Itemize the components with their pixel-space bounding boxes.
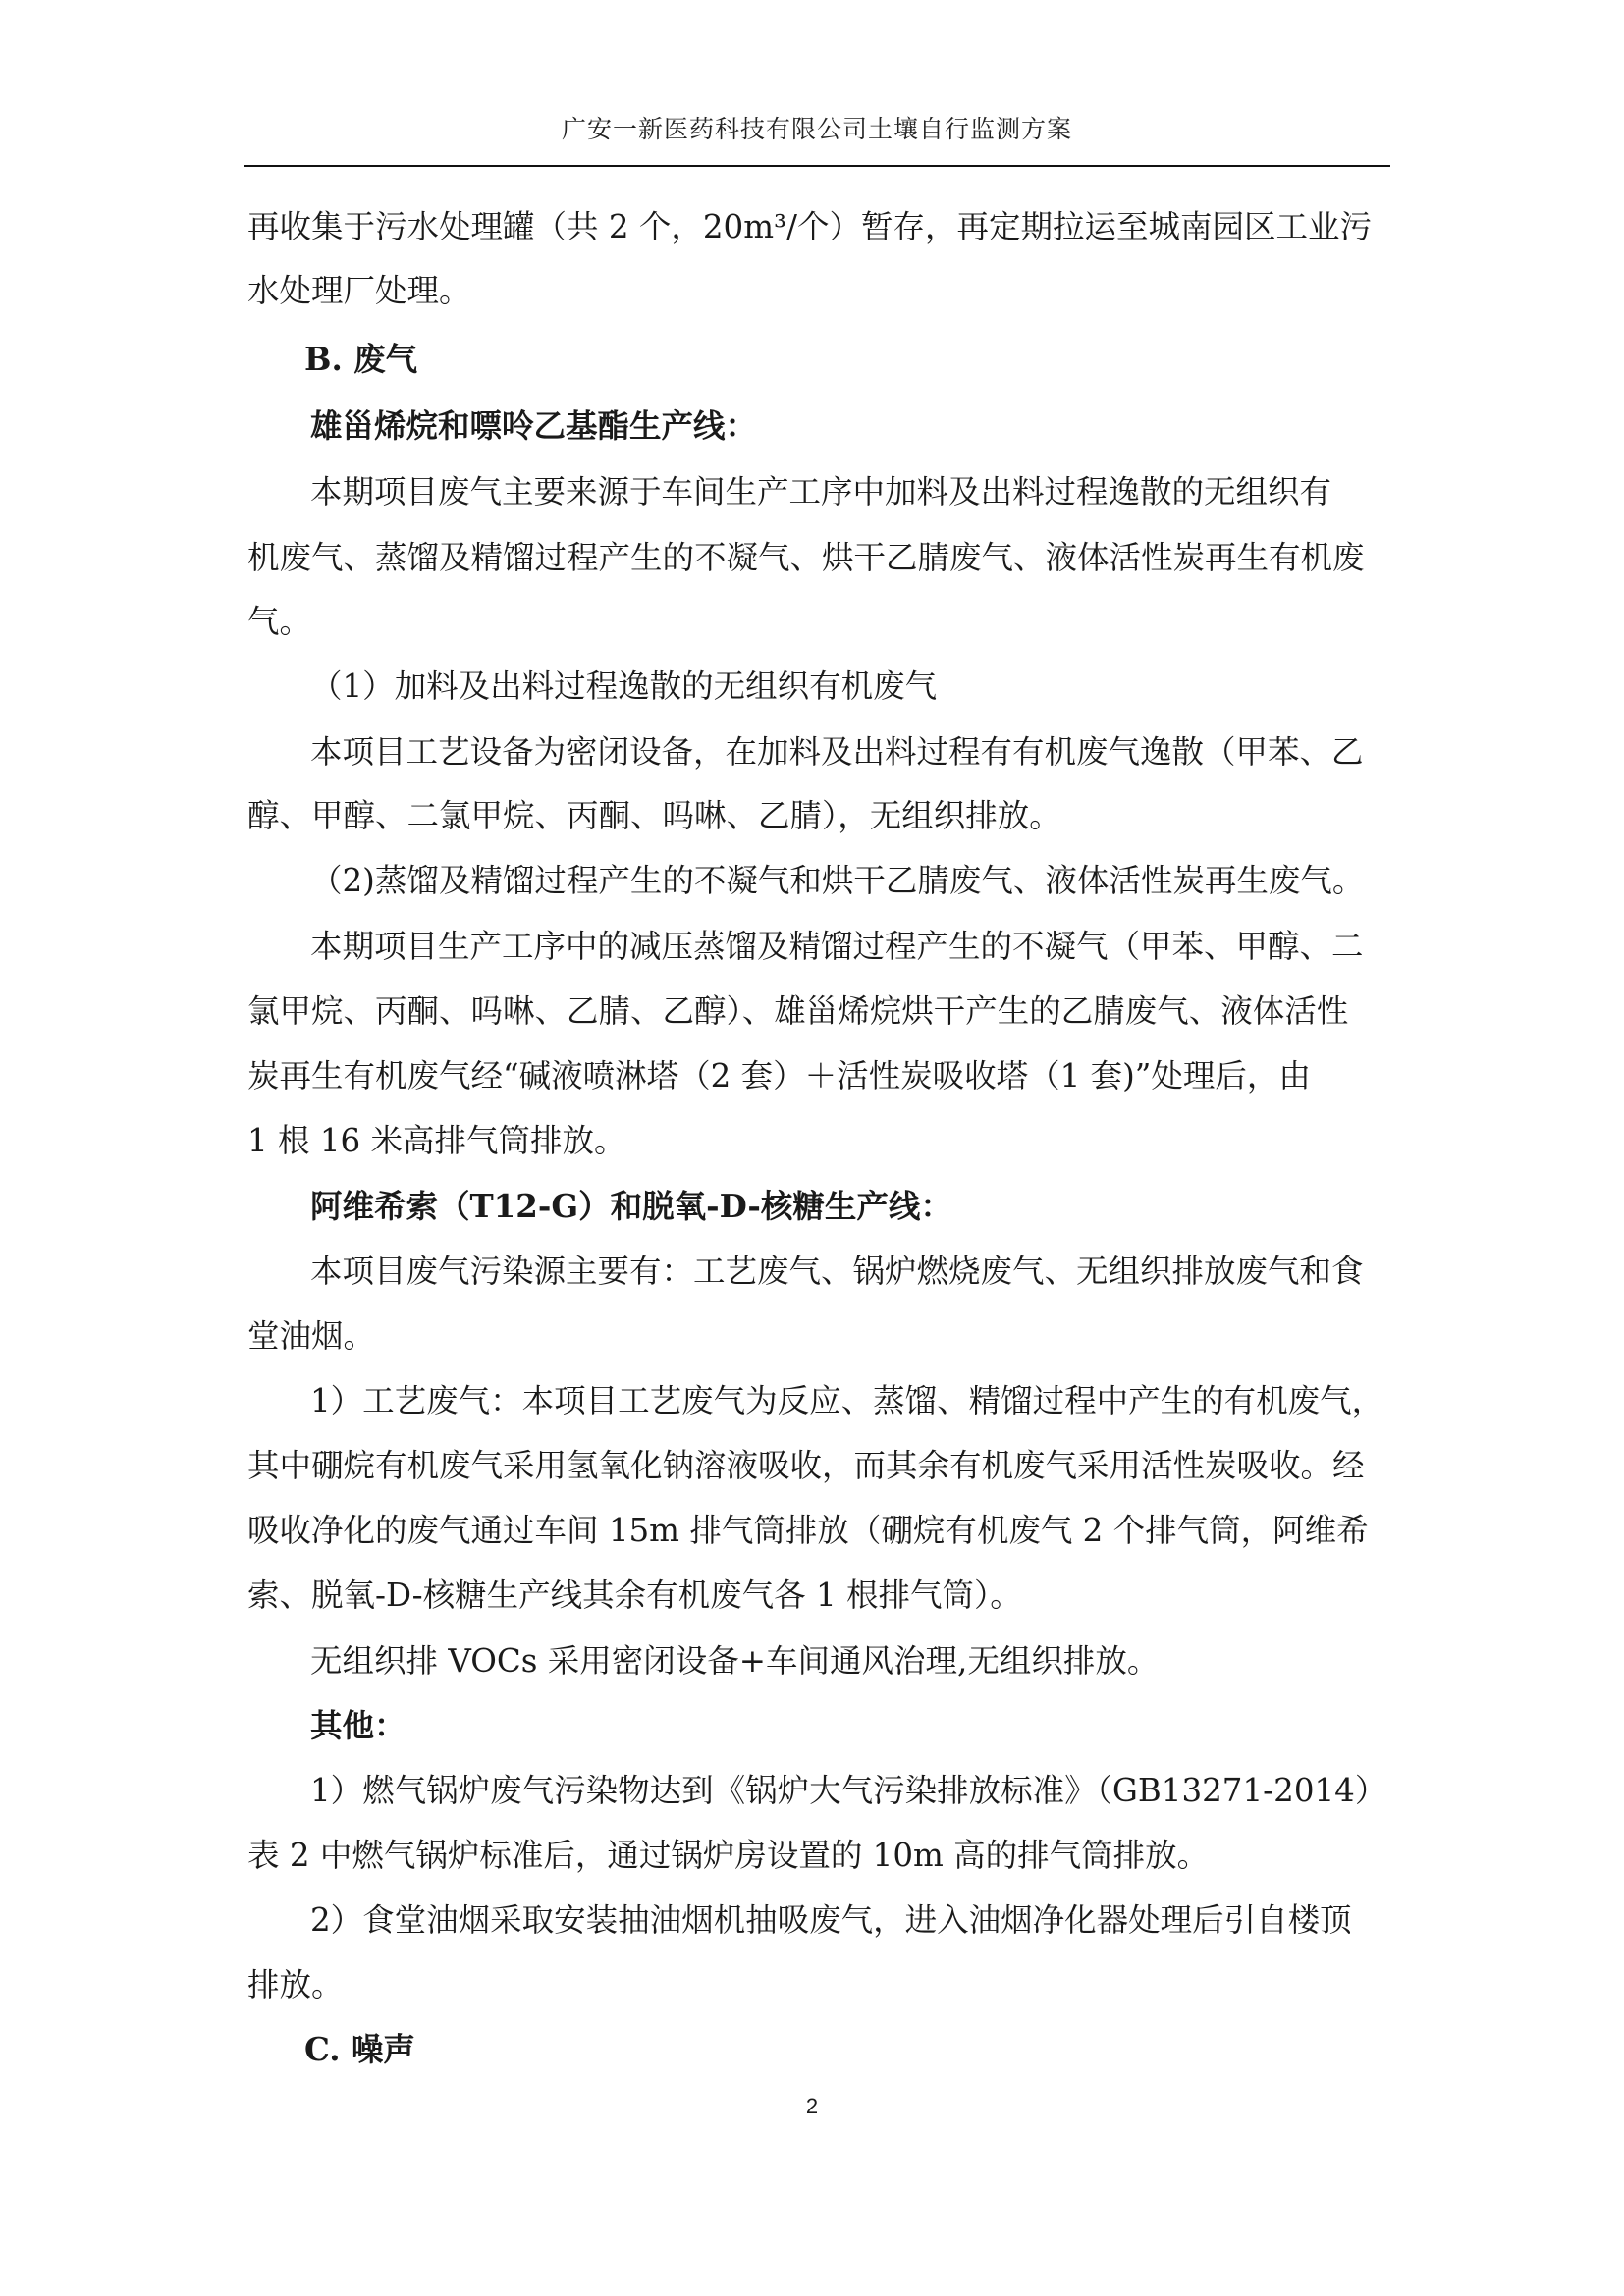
body-line-18: 堂油烟。 bbox=[247, 1317, 376, 1355]
body-line-14: 炭再生有机废气经“碱液喷淋塔（2 套）＋活性炭吸收塔（1 套)”处理后，由 bbox=[247, 1057, 1311, 1095]
page-number: 2 bbox=[805, 2094, 819, 2118]
body-line-1: 再收集于污水处理罐（共 2 个，20m³/个）暂存，再定期拉运至城南园区工业污 bbox=[247, 208, 1372, 245]
body-line-13: 氯甲烷、丙酮、吗啉、乙腈、乙醇）、雄甾烯烷烘干产生的乙腈废气、液体活性 bbox=[247, 992, 1349, 1030]
subsection-heading-1: 雄甾烯烷和嘌呤乙基酯生产线： bbox=[310, 406, 758, 445]
body-line-12: 本期项目生产工序中的减压蒸馏及精馏过程产生的不凝气（甲苯、甲醇、二 bbox=[310, 928, 1364, 965]
body-line-27: 2）食堂油烟采取安装抽油烟机抽吸废气，进入油烟净化器处理后引自楼顶 bbox=[310, 1901, 1352, 1939]
section-heading-b: B. 废气 bbox=[304, 340, 418, 378]
body-line-15: 1 根 16 米高排气筒排放。 bbox=[247, 1122, 626, 1159]
body-line-21: 吸收净化的废气通过车间 15m 排气筒排放（硼烷有机废气 2 个排气筒，阿维希 bbox=[247, 1512, 1369, 1549]
body-line-25: 1）燃气锅炉废气污染物达到《锅炉大气污染排放标准》（GB13271-2014） bbox=[310, 1772, 1387, 1809]
page-header-title: 广安一新医药科技有限公司土壤自行监测方案 bbox=[561, 115, 1072, 143]
body-line-22: 索、脱氧-D-核糖生产线其余有机废气各 1 根排气筒）。 bbox=[247, 1576, 1022, 1614]
body-line-20: 其中硼烷有机废气采用氢氧化钠溶液吸收，而其余有机废气采用活性炭吸收。经 bbox=[247, 1447, 1365, 1484]
subsection-heading-3: 其他： bbox=[310, 1706, 406, 1744]
body-line-7: 气。 bbox=[247, 603, 312, 640]
body-line-5: 本期项目废气主要来源于车间生产工序中加料及出料过程逸散的无组织有 bbox=[310, 473, 1332, 510]
header-divider bbox=[244, 165, 1390, 167]
body-line-19: 1）工艺废气：本项目工艺废气为反应、蒸馏、精馏过程中产生的有机废气， bbox=[310, 1382, 1384, 1419]
subsection-heading-2: 阿维希索（T12-G）和脱氧-D-核糖生产线： bbox=[310, 1187, 952, 1225]
body-line-9: 本项目工艺设备为密闭设备，在加料及出料过程有有机废气逸散（甲苯、乙 bbox=[310, 733, 1364, 771]
body-line-28: 排放。 bbox=[247, 1966, 344, 2003]
body-line-8: （1）加料及出料过程逸散的无组织有机废气 bbox=[310, 667, 938, 705]
body-line-6: 机废气、蒸馏及精馏过程产生的不凝气、烘干乙腈废气、液体活性炭再生有机废 bbox=[247, 539, 1365, 576]
body-line-11: （2)蒸馏及精馏过程产生的不凝气和烘干乙腈废气、液体活性炭再生废气。 bbox=[310, 862, 1365, 899]
body-line-10: 醇、甲醇、二氯甲烷、丙酮、吗啉、乙腈），无组织排放。 bbox=[247, 797, 1061, 834]
section-heading-c: C. 噪声 bbox=[304, 2030, 415, 2068]
body-line-26: 表 2 中燃气锅炉标准后，通过锅炉房设置的 10m 高的排气筒排放。 bbox=[247, 1837, 1210, 1874]
body-line-23: 无组织排 VOCs 采用密闭设备+车间通风治理,无组织排放。 bbox=[310, 1642, 1160, 1680]
body-line-2: 水处理厂处理。 bbox=[247, 272, 471, 309]
body-line-17: 本项目废气污染源主要有：工艺废气、锅炉燃烧废气、无组织排放废气和食 bbox=[310, 1253, 1364, 1290]
